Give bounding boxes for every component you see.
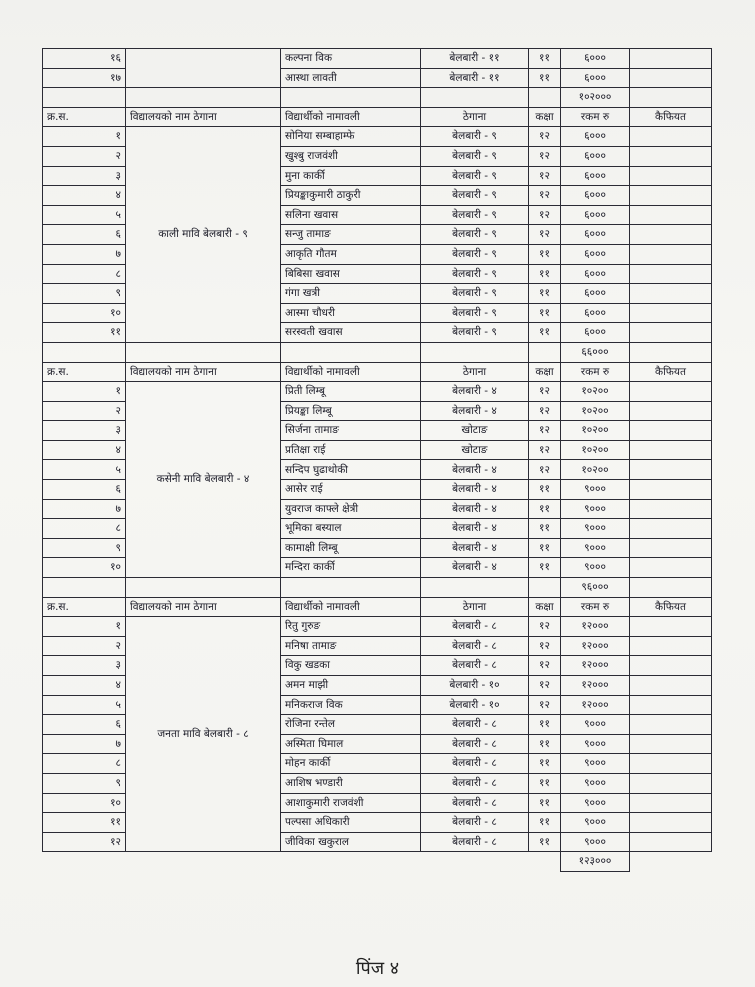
blank-cell: [630, 852, 712, 872]
student-address: बेलबारी - ९: [421, 284, 529, 304]
amount-cell: ६०००: [561, 244, 630, 264]
student-address: खोटाङ: [421, 421, 529, 441]
student-class: १२: [529, 460, 561, 480]
remarks-cell: [630, 813, 712, 833]
serial-number: ११: [43, 813, 126, 833]
blank-cell: [630, 88, 712, 108]
remarks-cell: [630, 519, 712, 539]
header-row: [43, 107, 712, 127]
student-address: बेलबारी - ८: [421, 715, 529, 735]
remarks-cell: [630, 264, 712, 284]
student-address: बेलबारी - ८: [421, 813, 529, 833]
header-remarks: कैफियत: [630, 362, 712, 382]
remarks-cell: [630, 440, 712, 460]
serial-number: ४: [43, 676, 126, 696]
student-address: बेलबारी - ४: [421, 480, 529, 500]
blank-cell: [421, 342, 529, 362]
header-school: विद्यालयको नाम ठेगाना: [126, 362, 281, 382]
student-name: सरस्वती खवास: [281, 323, 421, 343]
blank-cell: [43, 578, 126, 598]
serial-number: ६: [43, 225, 126, 245]
serial-number: ९: [43, 284, 126, 304]
subtotal-amount: १२३०००: [561, 852, 630, 872]
serial-number: २: [43, 636, 126, 656]
student-class: ११: [529, 303, 561, 323]
remarks-cell: [630, 186, 712, 206]
student-address: बेलबारी - ९: [421, 264, 529, 284]
header-serial: क्र.स.: [43, 597, 126, 617]
amount-cell: ६०००: [561, 264, 630, 284]
student-name: सोनिया सम्बाहाम्फे: [281, 127, 421, 147]
serial-number: १०: [43, 303, 126, 323]
remarks-cell: [630, 127, 712, 147]
remarks-cell: [630, 793, 712, 813]
serial-number: ४: [43, 186, 126, 206]
remarks-cell: [630, 205, 712, 225]
page-mark: पिंज ४: [355, 958, 400, 979]
student-class: ११: [529, 538, 561, 558]
student-class: १२: [529, 146, 561, 166]
remarks-cell: [630, 832, 712, 852]
amount-cell: १२०००: [561, 636, 630, 656]
amount-cell: ६०००: [561, 146, 630, 166]
student-name: आस्था लावती: [281, 68, 421, 88]
student-class: १२: [529, 656, 561, 676]
student-class: १२: [529, 421, 561, 441]
blank-cell: [43, 852, 126, 872]
amount-cell: १२०००: [561, 695, 630, 715]
student-class: १२: [529, 186, 561, 206]
student-class: ११: [529, 68, 561, 88]
table-row: [43, 617, 712, 637]
remarks-cell: [630, 558, 712, 578]
amount-cell: ९०००: [561, 734, 630, 754]
remarks-cell: [630, 538, 712, 558]
remarks-cell: [630, 421, 712, 441]
student-address: बेलबारी - ९: [421, 205, 529, 225]
serial-number: ११: [43, 323, 126, 343]
student-class: ११: [529, 715, 561, 735]
student-address: खोटाङ: [421, 440, 529, 460]
remarks-cell: [630, 401, 712, 421]
header-class: कक्षा: [529, 362, 561, 382]
student-name: कल्पना विक: [281, 49, 421, 69]
student-class: १२: [529, 225, 561, 245]
student-address: बेलबारी - ८: [421, 754, 529, 774]
amount-cell: ९०००: [561, 773, 630, 793]
student-name: जीविका खकुराल: [281, 832, 421, 852]
student-address: बेलबारी - ९: [421, 166, 529, 186]
serial-number: ८: [43, 264, 126, 284]
student-class: १२: [529, 676, 561, 696]
serial-number: १०: [43, 793, 126, 813]
serial-number: १०: [43, 558, 126, 578]
amount-cell: ६०००: [561, 303, 630, 323]
blank-cell: [126, 852, 281, 872]
student-name: रितु गुरुङ: [281, 617, 421, 637]
school-name: [126, 49, 281, 88]
header-school: विद्यालयको नाम ठेगाना: [126, 107, 281, 127]
student-class: ११: [529, 519, 561, 539]
amount-cell: ६०००: [561, 166, 630, 186]
serial-number: १६: [43, 49, 126, 69]
student-class: ११: [529, 244, 561, 264]
amount-cell: ६०००: [561, 284, 630, 304]
remarks-cell: [630, 460, 712, 480]
amount-cell: ९०००: [561, 813, 630, 833]
serial-number: १२: [43, 832, 126, 852]
amount-cell: ९०००: [561, 793, 630, 813]
remarks-cell: [630, 676, 712, 696]
student-class: ११: [529, 323, 561, 343]
student-address: बेलबारी - ४: [421, 401, 529, 421]
amount-cell: ९०००: [561, 538, 630, 558]
student-address: बेलबारी - ११: [421, 49, 529, 69]
blank-cell: [421, 852, 529, 872]
student-name: प्रियङ्काकुमारी ठाकुरी: [281, 186, 421, 206]
amount-cell: १०२००: [561, 382, 630, 402]
student-name: सलिना खवास: [281, 205, 421, 225]
student-name: विकु खडका: [281, 656, 421, 676]
serial-number: ७: [43, 734, 126, 754]
student-address: बेलबारी - ४: [421, 558, 529, 578]
student-name: खुश्बु राजवंशी: [281, 146, 421, 166]
amount-cell: ९०००: [561, 519, 630, 539]
school-name: जनता मावि बेलबारी - ८: [126, 617, 281, 852]
header-serial: क्र.स.: [43, 362, 126, 382]
student-class: ११: [529, 264, 561, 284]
student-class: १२: [529, 127, 561, 147]
header-remarks: कैफियत: [630, 107, 712, 127]
serial-number: ५: [43, 695, 126, 715]
serial-number: ३: [43, 421, 126, 441]
student-name: मनिषा तामाङ: [281, 636, 421, 656]
remarks-cell: [630, 617, 712, 637]
student-address: बेलबारी - १०: [421, 676, 529, 696]
student-address: बेलबारी - ९: [421, 303, 529, 323]
student-address: बेलबारी - ९: [421, 323, 529, 343]
student-class: १२: [529, 401, 561, 421]
header-amount: रकम रु: [561, 362, 630, 382]
remarks-cell: [630, 734, 712, 754]
serial-number: ६: [43, 715, 126, 735]
student-name: अमन माझी: [281, 676, 421, 696]
serial-number: ७: [43, 244, 126, 264]
student-name: प्रियङ्का लिम्बू: [281, 401, 421, 421]
subtotal-amount: ६६०००: [561, 342, 630, 362]
student-address: बेलबारी - ४: [421, 460, 529, 480]
amount-cell: १२०००: [561, 617, 630, 637]
student-address: बेलबारी - ८: [421, 636, 529, 656]
amount-cell: ६०००: [561, 323, 630, 343]
amount-cell: ९०००: [561, 832, 630, 852]
student-name: मोहन कार्की: [281, 754, 421, 774]
header-address: ठेगाना: [421, 362, 529, 382]
blank-cell: [126, 88, 281, 108]
serial-number: ५: [43, 205, 126, 225]
amount-cell: ९०००: [561, 715, 630, 735]
student-class: १२: [529, 205, 561, 225]
amount-cell: ६०००: [561, 127, 630, 147]
serial-number: ६: [43, 480, 126, 500]
student-name: आसेर राई: [281, 480, 421, 500]
amount-cell: ६०००: [561, 186, 630, 206]
serial-number: १: [43, 127, 126, 147]
table-row: [43, 382, 712, 402]
blank-cell: [281, 852, 421, 872]
header-remarks: कैफियत: [630, 597, 712, 617]
student-class: १२: [529, 617, 561, 637]
serial-number: ५: [43, 460, 126, 480]
student-address: बेलबारी - ४: [421, 382, 529, 402]
remarks-cell: [630, 166, 712, 186]
amount-cell: १०२००: [561, 440, 630, 460]
student-name: आस्मा चौधरी: [281, 303, 421, 323]
serial-number: ९: [43, 773, 126, 793]
serial-number: ८: [43, 754, 126, 774]
amount-cell: ६०००: [561, 68, 630, 88]
student-name: कामाक्षी लिम्बू: [281, 538, 421, 558]
student-name: पल्पसा अधिकारी: [281, 813, 421, 833]
remarks-cell: [630, 754, 712, 774]
amount-cell: ९०००: [561, 499, 630, 519]
student-name: बिबिसा खवास: [281, 264, 421, 284]
amount-cell: १२०००: [561, 676, 630, 696]
student-name: अस्मिता घिमाल: [281, 734, 421, 754]
blank-cell: [630, 342, 712, 362]
table-row: [43, 127, 712, 147]
header-amount: रकम रु: [561, 597, 630, 617]
serial-number: ७: [43, 499, 126, 519]
student-address: बेलबारी - ८: [421, 773, 529, 793]
subtotal-row: [43, 342, 712, 362]
student-address: बेलबारी - ८: [421, 793, 529, 813]
student-name: युवराज काफ्ले क्षेत्री: [281, 499, 421, 519]
blank-cell: [529, 578, 561, 598]
remarks-cell: [630, 715, 712, 735]
blank-cell: [126, 342, 281, 362]
serial-number: १: [43, 382, 126, 402]
serial-number: ३: [43, 656, 126, 676]
serial-number: ३: [43, 166, 126, 186]
header-school: विद्यालयको नाम ठेगाना: [126, 597, 281, 617]
student-address: बेलबारी - ८: [421, 734, 529, 754]
serial-number: ८: [43, 519, 126, 539]
remarks-cell: [630, 656, 712, 676]
blank-cell: [421, 578, 529, 598]
header-student: विद्यार्थीको नामावली: [281, 362, 421, 382]
student-class: ११: [529, 754, 561, 774]
header-amount: रकम रु: [561, 107, 630, 127]
blank-cell: [630, 578, 712, 598]
student-class: १२: [529, 695, 561, 715]
blank-cell: [421, 88, 529, 108]
amount-cell: ९०००: [561, 558, 630, 578]
student-class: ११: [529, 832, 561, 852]
student-name: मनिकराज विक: [281, 695, 421, 715]
student-class: १२: [529, 636, 561, 656]
subtotal-row: [43, 578, 712, 598]
serial-number: ४: [43, 440, 126, 460]
student-class: ११: [529, 284, 561, 304]
remarks-cell: [630, 68, 712, 88]
blank-cell: [126, 578, 281, 598]
subtotal-amount: ९६०००: [561, 578, 630, 598]
student-address: बेलबारी - ११: [421, 68, 529, 88]
remarks-cell: [630, 382, 712, 402]
blank-cell: [281, 88, 421, 108]
amount-cell: १२०००: [561, 656, 630, 676]
student-class: ११: [529, 773, 561, 793]
amount-cell: १०२००: [561, 401, 630, 421]
header-student: विद्यार्थीको नामावली: [281, 597, 421, 617]
header-student: विद्यार्थीको नामावली: [281, 107, 421, 127]
student-name: आकृति गौतम: [281, 244, 421, 264]
blank-cell: [281, 578, 421, 598]
student-class: ११: [529, 793, 561, 813]
amount-cell: ६०००: [561, 225, 630, 245]
amount-cell: ९०००: [561, 480, 630, 500]
student-address: बेलबारी - ४: [421, 538, 529, 558]
remarks-cell: [630, 636, 712, 656]
student-class: १२: [529, 382, 561, 402]
student-name: आशिष भण्डारी: [281, 773, 421, 793]
student-name: प्रिती लिम्बू: [281, 382, 421, 402]
remarks-cell: [630, 773, 712, 793]
blank-cell: [43, 88, 126, 108]
remarks-cell: [630, 284, 712, 304]
amount-cell: ६०००: [561, 205, 630, 225]
amount-cell: ६०००: [561, 49, 630, 69]
header-class: कक्षा: [529, 597, 561, 617]
student-name: सन्दिप घुढाथोकी: [281, 460, 421, 480]
student-name: मन्दिरा कार्की: [281, 558, 421, 578]
header-address: ठेगाना: [421, 597, 529, 617]
student-address: बेलबारी - १०: [421, 695, 529, 715]
remarks-cell: [630, 695, 712, 715]
blank-cell: [43, 342, 126, 362]
student-class: ११: [529, 499, 561, 519]
table-row: [43, 49, 712, 69]
student-class: ११: [529, 734, 561, 754]
remarks-cell: [630, 323, 712, 343]
blank-cell: [529, 88, 561, 108]
student-name: आशाकुमारी राजवंशी: [281, 793, 421, 813]
header-row: [43, 362, 712, 382]
remarks-cell: [630, 480, 712, 500]
student-address: बेलबारी - ९: [421, 244, 529, 264]
serial-number: १: [43, 617, 126, 637]
amount-cell: १०२००: [561, 460, 630, 480]
student-class: ११: [529, 558, 561, 578]
header-row: [43, 597, 712, 617]
student-name: प्रतिक्षा राई: [281, 440, 421, 460]
student-name: सन्जु तामाङ: [281, 225, 421, 245]
remarks-cell: [630, 49, 712, 69]
school-name: काली मावि बेलबारी - ९: [126, 127, 281, 343]
student-name: मुना कार्की: [281, 166, 421, 186]
remarks-cell: [630, 146, 712, 166]
table-body: [43, 49, 712, 872]
header-serial: क्र.स.: [43, 107, 126, 127]
student-address: बेलबारी - ९: [421, 186, 529, 206]
serial-number: २: [43, 401, 126, 421]
subtotal-row: [43, 88, 712, 108]
student-address: बेलबारी - ४: [421, 499, 529, 519]
student-class: ११: [529, 480, 561, 500]
grand-total-row: [43, 852, 712, 872]
serial-number: ९: [43, 538, 126, 558]
student-name: भूमिका बस्याल: [281, 519, 421, 539]
header-address: ठेगाना: [421, 107, 529, 127]
student-class: १२: [529, 166, 561, 186]
student-address: बेलबारी - ८: [421, 832, 529, 852]
student-address: बेलबारी - ९: [421, 225, 529, 245]
blank-cell: [529, 342, 561, 362]
remarks-cell: [630, 225, 712, 245]
student-address: बेलबारी - ४: [421, 519, 529, 539]
student-address: बेलबारी - ९: [421, 146, 529, 166]
student-name: गंगा खत्री: [281, 284, 421, 304]
serial-number: १७: [43, 68, 126, 88]
blank-cell: [529, 852, 561, 872]
subtotal-amount: १०२०००: [561, 88, 630, 108]
remarks-cell: [630, 303, 712, 323]
serial-number: २: [43, 146, 126, 166]
remarks-cell: [630, 244, 712, 264]
student-class: १२: [529, 440, 561, 460]
amount-cell: ९०००: [561, 754, 630, 774]
scholarship-table: [42, 48, 712, 872]
remarks-cell: [630, 499, 712, 519]
blank-cell: [281, 342, 421, 362]
student-address: बेलबारी - ८: [421, 656, 529, 676]
student-address: बेलबारी - ९: [421, 127, 529, 147]
amount-cell: १०२००: [561, 421, 630, 441]
student-name: रोजिना रन्तेल: [281, 715, 421, 735]
student-address: बेलबारी - ८: [421, 617, 529, 637]
student-class: ११: [529, 49, 561, 69]
student-class: ११: [529, 813, 561, 833]
school-name: कसेनी मावि बेलबारी - ४: [126, 382, 281, 578]
header-class: कक्षा: [529, 107, 561, 127]
student-name: सिर्जना तामाङ: [281, 421, 421, 441]
